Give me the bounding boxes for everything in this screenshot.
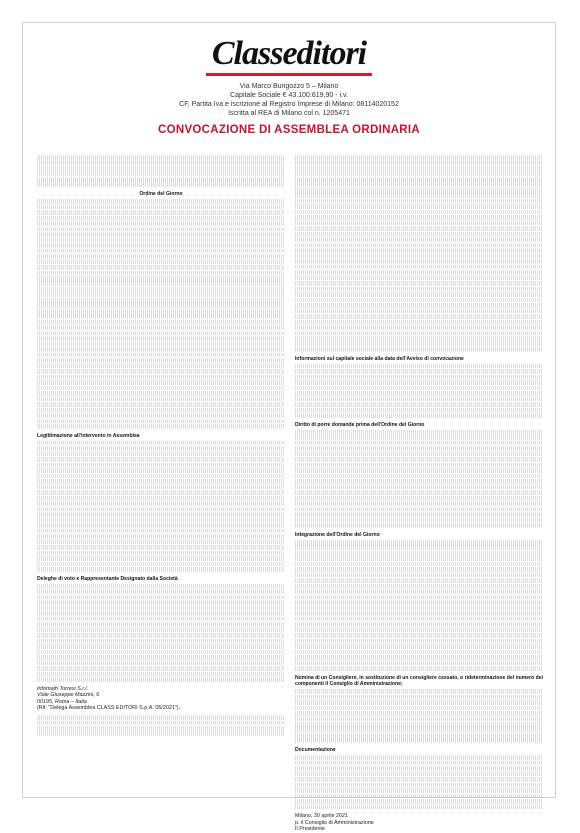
agenda-items <box>37 199 285 428</box>
address-line-4: Iscritta al REA di Milano col n. 1205471 <box>228 110 350 117</box>
agenda-title: Ordine del Giorno <box>139 191 183 198</box>
proxy-text <box>37 584 285 682</box>
rep-reference: (Rif. "Delega Assemblea CLASS EDITORI S.p.A. 05/2021"), <box>37 705 181 712</box>
right-column <box>295 155 543 833</box>
proxy-deadline-text <box>37 715 285 736</box>
sign-on-behalf: p. il Consiglio di Amministrazione <box>295 819 374 826</box>
integration-title: Integrazione dell'Ordine del Giorno <box>295 531 380 538</box>
left-column <box>37 155 285 777</box>
legitimation-text <box>37 441 285 572</box>
rep-street: Viale Giuseppe Mazzini, 6 <box>37 692 100 699</box>
address-line-1: Via Marco Burigozzo 5 – Milano <box>239 83 339 90</box>
signature-block <box>295 813 543 833</box>
brand-logo: Classeditori <box>206 37 372 76</box>
proxy-continued-text <box>295 155 543 352</box>
questions-title: Diritto di porre domande prima dell'Ordine del Giorno <box>295 421 425 428</box>
capital-text <box>295 364 543 418</box>
company-address <box>23 82 555 118</box>
address-line-2: Capitale Sociale € 43.100.619,90 - i.v. <box>230 92 348 99</box>
board-text <box>295 689 543 743</box>
sign-title: Il Presidente <box>295 826 325 833</box>
intro-text <box>37 155 285 187</box>
sign-place-date: Milano, 30 aprile 2021 <box>295 813 349 820</box>
notice-heading: CONVOCAZIONE DI ASSEMBLEA ORDINARIA <box>157 124 421 136</box>
questions-text <box>295 430 543 528</box>
address-line-3: CF, Partita Iva e iscrizione al Registro Imprese di Milano: 08114020152 <box>179 101 399 108</box>
board-title: Nomina di un Consigliere, in sostituzione di un consigliere cessato, o rideterminazione del numero dei componenti il Consiglio di Amministrazione; <box>295 674 543 687</box>
integration-text <box>295 540 543 671</box>
documents-text <box>295 755 543 809</box>
proxy-title: Deleghe di voto e Rappresentante Designato dalla Società <box>37 575 178 582</box>
rep-name: Infomath Torresi S.r.l. <box>37 685 89 692</box>
notice-page <box>22 22 556 833</box>
rep-city: 00195, Roma – Italia <box>37 698 87 705</box>
designated-representative <box>37 686 285 712</box>
legitimation-title: Legittimazione all'intervento in Assemblea <box>37 432 140 439</box>
documents-title: Documentazione <box>295 747 336 754</box>
notice-body <box>37 155 543 833</box>
capital-title: Informazioni sul capitale sociale alla data dell'Avviso di convocazione <box>295 355 464 362</box>
masthead <box>23 23 555 136</box>
